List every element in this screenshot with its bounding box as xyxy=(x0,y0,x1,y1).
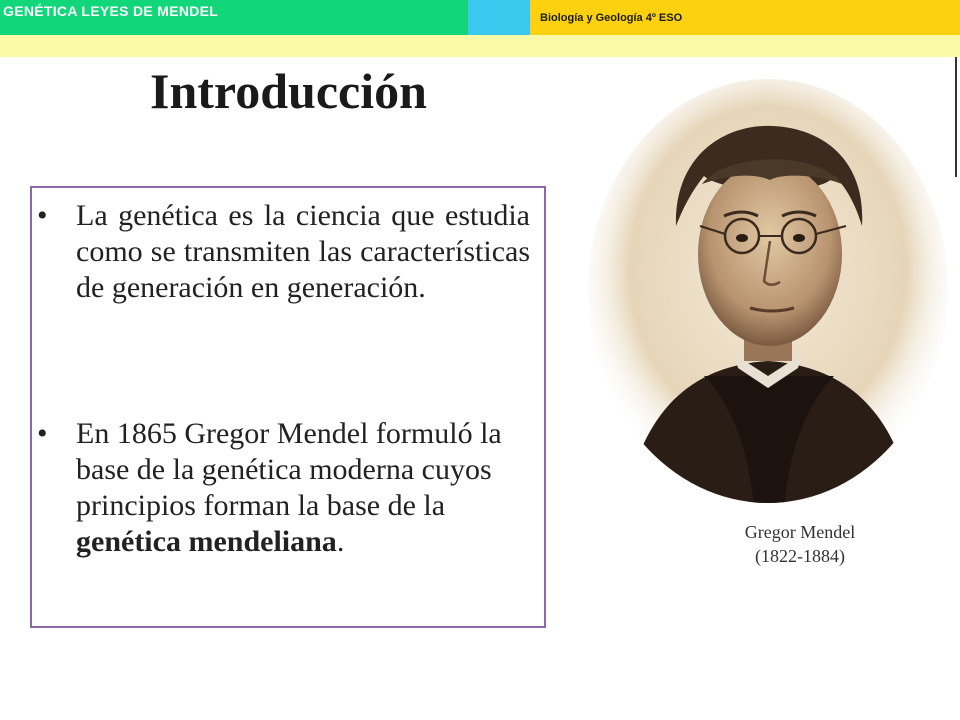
bullet-text-plain: En 1865 Gregor Mendel formuló la base de la genética moderna cuyos principios forman la base de la xyxy=(76,417,502,522)
header-topic-title: GENÉTICA LEYES DE MENDEL xyxy=(3,3,219,19)
portrait-caption xyxy=(718,520,882,568)
bullet-text: La genética es la ciencia que estudia como se transmiten las características de generación en generación. xyxy=(76,199,530,304)
header-green-bar xyxy=(0,0,468,35)
header-yellow-bar xyxy=(530,0,960,35)
header-cyan-block xyxy=(468,0,530,35)
slide-title: Introducción xyxy=(150,63,427,119)
bullet-text-end: . xyxy=(336,525,345,558)
bullet-text-bold: genética mendeliana xyxy=(76,525,337,558)
content-textbox xyxy=(30,186,546,628)
caption-name: Gregor Mendel xyxy=(744,522,856,542)
bullet-dot-icon: • xyxy=(37,199,48,232)
right-edge-rule xyxy=(955,57,957,177)
mendel-portrait-icon xyxy=(584,76,952,506)
bullet-dot-icon: • xyxy=(37,417,48,450)
caption-years: (1822-1884) xyxy=(755,546,845,566)
header-course-label: Biología y Geología 4º ESO xyxy=(540,12,683,24)
bullet-text xyxy=(76,416,530,560)
header-sub-band xyxy=(0,35,960,57)
